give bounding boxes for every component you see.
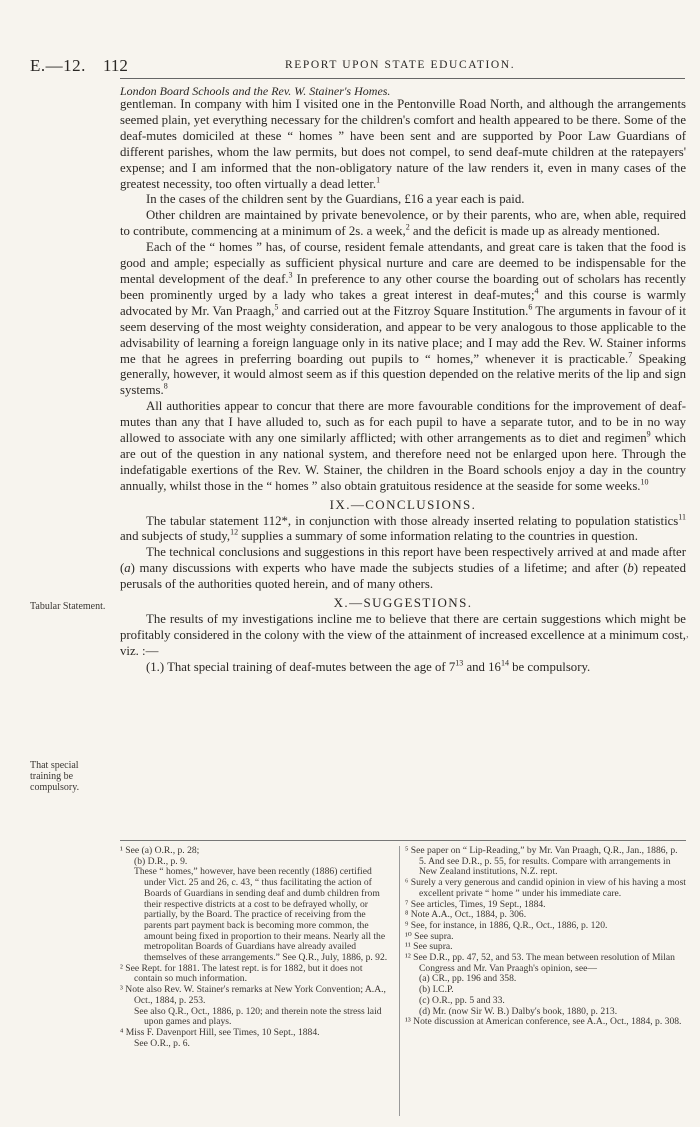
footnote-ref: 1 [376,175,381,185]
footnote-ref: 3 [288,270,293,280]
section-subheading: London Board Schools and the Rev. W. Stainer's Homes. [120,84,391,98]
footnote-ref: 11 [678,512,686,522]
footnote: See O.R., p. 6. [134,1037,190,1049]
footnote: (a) CR., pp. 196 and 358. [419,973,517,985]
footnote: ¹¹ See supra. [405,941,453,953]
footnote: (b) D.R., p. 9. [134,855,188,867]
section-heading-conclusions: IX.—CONCLUSIONS. [329,496,477,512]
footnote: ⁵ See paper on “ Lip-Reading,” by Mr. Van Praagh, Q.R., Jan., 1886, p. 5. And see D.R., p. 55, for results. Compare with arrangements in New Zealand institutions, N.Z. rept. [405,845,678,878]
paragraph: All authorities appear to concur that there are more favourable conditions for the improvement of deaf-mutes than any that I have alluded to, such as for each pupil to have a separate tutor, and to be in no way allowed to associate with any one similarly afflicted; with other arrangements as to diet and regimen$^9$ which are out of the question in any national system, and therefore need not be enlarged upon here. Through the indefatigable exertions of the Rev. W. Stainer, the children in the Board schools enjoy a day in the country annually, whilst those in the “ homes ” also obtain gratuitous residence at the seaside for some weeks.$^{10}$ [120,399,686,493]
paragraph: The technical conclusions and suggestions in this report have been respectively arrived at and made after (a) many discussions with experts who have made the subjects studies of a lifetime; and after (b) repeated perusals of the authorities quoted herein, and of many others. [120,545,687,592]
footnote: (c) O.R., pp. 5 and 33. [419,994,505,1006]
footnote-ref: 14 [500,658,509,668]
paragraph: The tabular statement 112*, in conjunction with those already inserted relating to population statistics$^{11}$ and subjects of study,$^{12}$ supplies a summary of some information relating to the countries in question. [120,512,686,544]
footnote: (d) Mr. (now Sir W. B.) Dalby's book, 1880, p. 213. [419,1005,618,1017]
footnote: ¹⁰ See supra. [405,930,454,942]
footnote: These “ homes,” however, have been recently (1886) certified under Vict. 25 and 26, c. 43, “ thus facilitating the action of Boards of Guardians in sending deaf and dumb children from their respective districts at a cost to be defrayed wholly, or partially, by the Board. The practice of receiving from the parents part payment back is becoming more common, the amount being fixed in proportion to their means. Nearly all the metropolitan Boards of Guardians have already availed themselves of these arrangements.” See Q.R., July, 1886, p. 92. [134,866,388,964]
document-code: E.—12. [30,56,86,75]
margin-note-tabular: Tabular Statement. [30,601,106,612]
page-number: 112 [103,56,128,75]
paragraph: Each of the “ homes ” has, of course, resident female attendants, and great care is taken that the food is good and ample; especially as sufficient physical nurture and care are deemed to be indispensable for the mental development of the deaf.$^3$ In preference to any other course the boarding out of scholars has recently been prominently urged by a lady who takes a great interest in deaf-mutes;$^4$ and this course is warmly advocated by Mr. Van Praagh,$^5$ and carried out at the Fitzroy Square Institution.$^6$ The arguments in favour of it seem deserving of the most weighty consideration, and appear to be very analogous to those applicable to the advisability of learning a foreign language only in its native place; and I may add the Rev. W. Stainer informs me that he agrees in preferring boarding out pupils to “ homes,” whenever it is practicable.$^7$ Speaking generally, however, it would almost seem as if this question depended on the relative merits of the lip and sign systems.$^8$ [120,240,687,398]
header-rule [120,78,685,79]
paragraph: In the cases of the children sent by the Guardians, £16 a year each is paid. [146,192,525,207]
footnote: ⁸ Note A.A., Oct., 1884, p. 306. [405,909,527,921]
footnote: ⁹ See, for instance, in 1886, Q.R., Oct., 1886, p. 120. [405,919,608,931]
running-title: REPORT UPON STATE EDUCATION. [285,59,516,71]
page-header [0,56,700,78]
footnote-ref: 5 [274,302,279,312]
footnote-ref: 4 [534,286,539,296]
footnote-ref: 9 [646,429,651,439]
footnote-ref: 2 [405,222,410,232]
footnote-ref: 10 [640,477,649,487]
footnote-ref: 13 [455,658,464,668]
footnote-ref: 7 [628,350,633,360]
footnotes-left-column [120,846,390,1049]
paragraph: (1.) That special training of deaf-mutes between the age of $7^{13}$ and $16^{14}$ be compulsory. [146,658,591,674]
footnote: See also Q.R., Oct., 1886, p. 120; and therein note the stress laid upon games and plays. [134,1005,382,1028]
footnote-ref: 6 [528,302,533,312]
footnote: ⁶ Surely a very generous and candid opinion in view of his having a most excellent private “ home ” under his immediate care. [405,877,686,899]
footnote-rule [120,840,686,841]
footnote: ⁷ See articles, Times, 19 Sept., 1884. [405,898,546,910]
footnote: ¹² See D.R., pp. 47, 52, and 53. The mean between resolution of Milan Congress and Mr. Van Praagh's opinion, see— [405,952,675,974]
section-heading-suggestions: X.—SUGGESTIONS. [333,595,473,611]
stray-mark: , [686,628,689,640]
paragraph: Other children are maintained by private benevolence, or by their parents, who are, when able, required to contribute, commencing at a minimum of 2s. a week,$^2$ and the deficit is made up as already mentioned. [120,208,686,239]
margin-note-special-training: That special training be compulsory. [30,760,80,793]
footnote: ¹ See (a) O.R., p. 28; [120,845,200,856]
footnote-column-divider [399,846,400,1116]
paragraph: gentleman. In company with him I visited one in the Pentonville Road North, and although the arrangements seemed plain, yet everything necessary for the children's comfort and health appeared to be there. Some of the deaf-mutes domiciled at these “ homes ” have been sent and are supported by Poor Law Guardians of different parishes, whom the law permits, but does not compel, to send deaf-mute children at the ratepayers' expense; and I am informed that the non-obligatory nature of the law renders it, even in many cases of the greatest necessity, too often virtually a dead letter.$^1$ [120,97,686,191]
footnote: ² See Rept. for 1881. The latest rept. is for 1882, but it does not contain so much information. [120,962,363,985]
footnote-ref: 12 [230,528,239,538]
main-text [120,97,686,676]
footnote: ⁴ Miss F. Davenport Hill, see Times, 10 Sept., 1884. [120,1026,320,1038]
footnote-ref: 8 [163,382,168,392]
footnote: ¹³ Note discussion at American conference, see A.A., Oct., 1884, p. 308. [405,1016,682,1028]
footnote: (b) I.C.P. [419,984,454,996]
footnotes-right-column [405,846,687,1028]
paragraph: The results of my investigations incline me to believe that there are certain suggestions which might be profitably considered in the colony with the view of the attainment of increased excellence at a minimum cost, viz. :— [120,612,686,658]
footnote: ³ Note also Rev. W. Stainer's remarks at New York Convention; A.A., Oct., 1884, p. 253. [120,984,386,1006]
